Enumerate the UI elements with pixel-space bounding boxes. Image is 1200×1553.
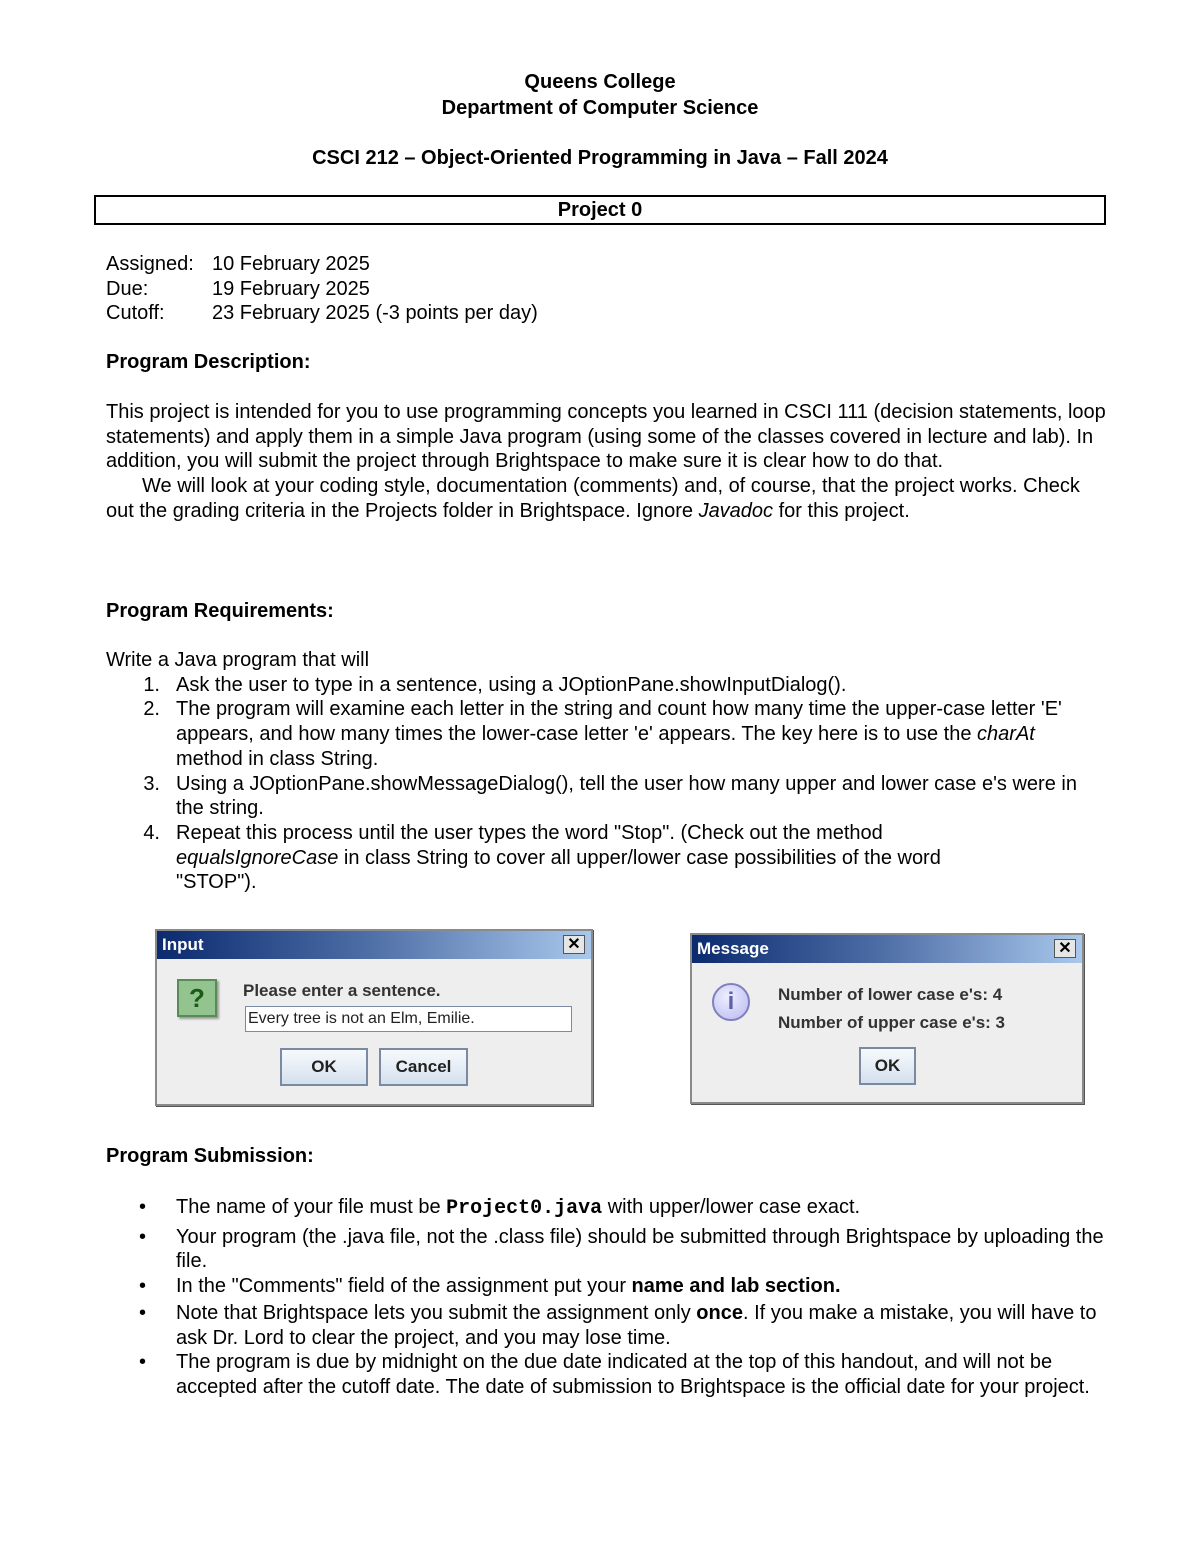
date-label: Assigned: xyxy=(106,253,194,275)
date-label: Due: xyxy=(106,277,149,300)
dialog-title: Message xyxy=(697,939,769,958)
text: The name of your file must be xyxy=(176,1196,447,1218)
text: method in class String. xyxy=(176,747,379,770)
lower-case-count: Number of lower case e's: 4 xyxy=(778,985,1003,1004)
text: In the "Comments" field of the assignment put your xyxy=(176,1275,632,1298)
list-item xyxy=(139,1350,1106,1399)
method-name: equalsIgnoreCase xyxy=(176,846,339,869)
text: The program is due by midnight on the due date indicated at the top of this handout, and will not be accepted after the cutoff date. The date of submission to Brightspace is the official date for your project. xyxy=(176,1351,1090,1398)
date-due xyxy=(106,277,1106,302)
submission-list xyxy=(106,1195,1106,1400)
question-icon: ? xyxy=(177,979,217,1017)
date-value: 19 February 2025 xyxy=(212,277,370,300)
text: . If you make a mistake, you will have to ask Dr. Lord to clear the project, and you may lose time. xyxy=(176,1301,1097,1349)
requirements-body xyxy=(106,648,1106,895)
course-title: CSCI 212 – Object-Oriented Programming in Java – Fall 2024 xyxy=(312,147,888,169)
list-number: 2. xyxy=(143,698,160,721)
info-icon: i xyxy=(712,983,750,1021)
list-item xyxy=(139,1225,1106,1274)
cancel-button[interactable]: Cancel xyxy=(379,1048,468,1086)
list-number: 4. xyxy=(143,821,160,844)
file-name: Project0.java xyxy=(446,1197,603,1220)
method-name: charAt xyxy=(977,723,1035,746)
description-paragraph-1: This project is intended for you to use programming concepts you learned in CSCI 111 (decision statements, loop statements) and apply them in a simple Java program (using some of the classes covered in lecture and lab). In addition, you will submit the project through Brightspace to make sure it is clear how to do that. xyxy=(106,401,1106,473)
department-name: Department of Computer Science xyxy=(441,97,759,119)
description-paragraph-2 xyxy=(106,474,1106,523)
input-prompt: Please enter a sentence. xyxy=(243,981,441,1000)
requirements-heading: Program Requirements: xyxy=(106,600,334,622)
list-item xyxy=(139,1301,1106,1350)
list-item xyxy=(143,673,1106,698)
sentence-input[interactable] xyxy=(245,1006,572,1032)
description-heading: Program Description: xyxy=(106,351,311,373)
bullet: • xyxy=(139,1225,147,1248)
close-icon[interactable]: ✕ xyxy=(563,935,585,954)
close-icon[interactable]: ✕ xyxy=(1054,939,1076,958)
text: We will look at your coding style, documentation (comments) and, of course, that the project works. Check out the grading criteria in the Projects folder in Brightspace. Ignore xyxy=(106,475,1080,522)
list-item xyxy=(143,697,1106,771)
text: Repeat this process until the user types the word "Stop". (Check out the method xyxy=(176,821,883,844)
text: lab section. xyxy=(730,1275,841,1298)
date-cutoff xyxy=(106,301,1106,326)
list-item xyxy=(139,1274,1106,1299)
text: The program will examine each letter in the string and count how many time the upper-case letter 'E' appears, and how many times the lower-case letter 'e' appears. The key here is to use the xyxy=(176,698,1062,746)
bullet: • xyxy=(139,1196,147,1218)
requirements-list xyxy=(106,673,1106,895)
text: Note that Brightspace lets you submit the assignment only xyxy=(176,1301,697,1324)
text: Your program (the .java file, not the .class file) should be submitted through Brightspace by uploading the file. xyxy=(176,1225,1104,1273)
upper-case-count: Number of upper case e's: 3 xyxy=(778,1013,1006,1032)
text: in class String to cover all upper/lower case possibilities of the word "STOP"). xyxy=(176,846,941,894)
ok-button[interactable]: OK xyxy=(859,1047,916,1085)
ok-button[interactable]: OK xyxy=(280,1048,368,1086)
input-dialog xyxy=(155,929,593,1106)
list-item xyxy=(143,821,1106,895)
text: with upper/lower case exact. xyxy=(602,1196,861,1218)
text: once xyxy=(696,1301,743,1324)
date-label: Cutoff: xyxy=(106,302,165,325)
javadoc-term: Javadoc xyxy=(698,499,774,522)
description-body xyxy=(106,400,1106,524)
bullet: • xyxy=(139,1301,147,1324)
date-value: 10 February 2025 xyxy=(212,253,370,275)
list-number: 1. xyxy=(143,673,160,696)
school-name: Queens College xyxy=(524,71,676,93)
text: name xyxy=(631,1275,684,1298)
list-number: 3. xyxy=(143,772,160,795)
text: Using a JOptionPane.showMessageDialog(), tell the user how many upper and lower case e's were in the string. xyxy=(176,772,1077,820)
text: Ask the user to type in a sentence, using a JOptionPane.showInputDialog(). xyxy=(176,673,847,696)
text: for this project. xyxy=(773,499,910,522)
requirements-intro: Write a Java program that will xyxy=(106,649,370,671)
list-item xyxy=(139,1195,1106,1222)
date-assigned xyxy=(106,252,1106,277)
list-item xyxy=(143,772,1106,821)
dates xyxy=(106,252,1106,326)
project-title-box xyxy=(94,195,1106,225)
project-title: Project 0 xyxy=(557,199,643,221)
bullet: • xyxy=(139,1351,147,1374)
bullet: • xyxy=(139,1275,147,1298)
dialog-title: Input xyxy=(162,935,204,954)
text: and xyxy=(683,1275,731,1298)
message-dialog-titlebar[interactable] xyxy=(692,935,1082,963)
submission-heading: Program Submission: xyxy=(106,1145,314,1167)
message-dialog xyxy=(690,933,1084,1104)
input-dialog-titlebar[interactable] xyxy=(157,931,591,959)
date-value: 23 February 2025 (-3 points per day) xyxy=(212,302,538,325)
